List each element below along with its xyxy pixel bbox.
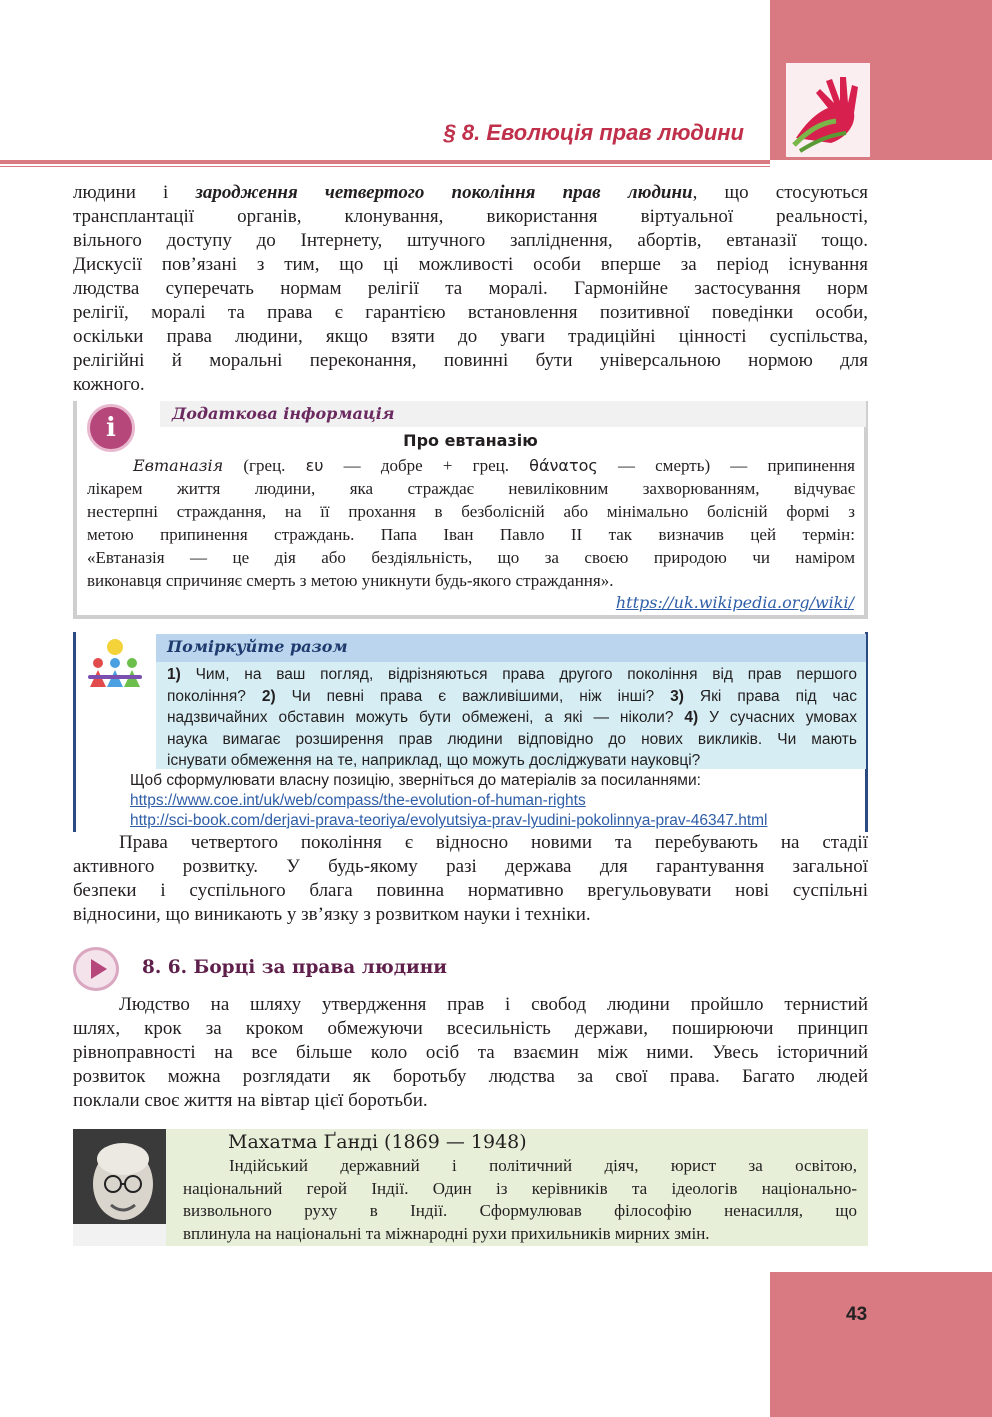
- text-fragment: , що стосуються: [692, 182, 869, 203]
- text-line: [167, 664, 857, 686]
- text-fragment: Які права під час: [683, 687, 857, 705]
- wikipedia-link[interactable]: https://uk.wikipedia.org/wiki/: [615, 593, 854, 612]
- text-fragment: покоління?: [167, 687, 262, 705]
- text-line: безпеки і суспільного блага повинна нормативно врегульовувати нові суспільні: [73, 880, 868, 901]
- text-fragment: Евтаназія: [133, 456, 224, 475]
- page-number: 43: [846, 1304, 868, 1325]
- info-title: Про евтаназію: [403, 431, 538, 450]
- think-together-footer: [130, 771, 860, 831]
- sci-book-link[interactable]: http://sci-book.com/derjavi-prava-teoriya/evolyutsiya-prav-lyudini-pokolinnya-prav-46347.html: [130, 812, 768, 829]
- info-text: [87, 454, 855, 592]
- text-line: шлях, крок за кроком обмежуючи всесильність держави, поширюючи принцип: [73, 1018, 868, 1039]
- intro-paragraph: [73, 181, 868, 397]
- text-fragment: θάνατος: [529, 456, 598, 475]
- text-line: лікарем життя людини, яка страждає невиліковним захворюванням, відчуває: [87, 479, 855, 498]
- additional-info-label: Додаткова інформація: [172, 404, 395, 423]
- info-icon: i: [87, 404, 135, 452]
- section-title: 8. 6. Борці за права людини: [142, 957, 448, 978]
- gandhi-description: [183, 1155, 857, 1245]
- text-line: метою припинення страждань. Папа Іван Павло ІІ так визначив цей термін:: [87, 525, 855, 544]
- chapter-title: § 8. Еволюція прав людини: [443, 120, 744, 145]
- text-line: [167, 707, 857, 729]
- text-fragment: У сучасних умовах: [698, 709, 857, 726]
- text-line: вплинула на національні та міжнародні рухи прихильників мирних змін.: [183, 1223, 710, 1243]
- text-fragment: Чи певні права є важливішими, ніж інші?: [275, 687, 671, 705]
- text-line: відносини, що виникають у зв’язку з розвитком науки і техніки.: [73, 904, 591, 925]
- text-line: кожного.: [73, 374, 145, 395]
- text-line: релігії, моралі та права є гарантією встановлення позитивної поведінки особи,: [73, 302, 868, 323]
- header-rule-thin: [0, 166, 770, 167]
- text-fragment: (грец.: [223, 456, 306, 475]
- text-line: «Евтаназія — це дія або бездіяльність, що за своєю природою чи наміром: [87, 548, 855, 567]
- gandhi-portrait: [73, 1129, 166, 1246]
- text-fragment: наука вимагає розширення прав людини відповідно до нових викликів. Чи мають: [167, 730, 857, 748]
- think-footer-text: Щоб сформулювати власну позицію, зверніться до матеріалів за посиланнями:: [130, 772, 701, 789]
- text-fragment: існувати обмеження на те, наприклад, що можуть досліджувати науковці?: [167, 752, 701, 769]
- question-number: 1): [167, 666, 181, 683]
- text-line: Індійський державний і політичний діяч, юрист за освітою,: [229, 1156, 857, 1175]
- think-together-label: Поміркуйте разом: [167, 637, 348, 656]
- text-line: активного розвитку. У будь-якому разі держава для гарантування загальної: [73, 856, 868, 877]
- coe-link[interactable]: https://www.coe.int/uk/web/compass/the-evolution-of-human-rights: [130, 792, 586, 809]
- think-together-questions: [167, 664, 857, 772]
- text-fragment: надзвичайних обставин можуть бути обмежені, а які — ніколи?: [167, 709, 685, 726]
- gandhi-name: Махатма Ґанді (1869 — 1948): [228, 1131, 527, 1153]
- text-fragment: зародження четвертого покоління прав людини: [195, 182, 693, 203]
- question-number: 3): [670, 687, 684, 705]
- fourth-generation-paragraph: [73, 831, 868, 927]
- question-number: 2): [261, 687, 276, 705]
- text-line: [73, 181, 868, 205]
- text-line: визвольного руху в Індії. Сформулював філософію ненасилля, що: [183, 1201, 857, 1220]
- text-line: Дискусії пов’язані з тим, що ці можливості особи вперше за період існування: [73, 254, 868, 275]
- hand-icon: [786, 63, 870, 157]
- text-line: трансплантації органів, клонування, використання віртуальної реальності,: [73, 206, 868, 227]
- text-line: оскільки права людини, якщо взяти до уваги традиційні цінності суспільства,: [73, 326, 868, 347]
- text-line: [167, 750, 857, 772]
- text-line: Права четвертого покоління є відносно новими та перебувають на стадії: [119, 832, 868, 853]
- text-line: вільного доступу до Інтернету, штучного запліднення, абортів, евтаназії тощо.: [73, 230, 868, 251]
- people-icon: [86, 637, 144, 695]
- text-line: релігійні й моральні переконання, повинні бути універсальною нормою для: [73, 350, 868, 371]
- text-line: [87, 454, 855, 477]
- text-fragment: ευ: [305, 456, 324, 475]
- text-line: розвиток можна розглядати як боротьбу людства за свої права. Багато людей: [73, 1066, 868, 1087]
- section-paragraph: [73, 993, 868, 1113]
- text-fragment: Чим, на ваш погляд, відрізняються права другого покоління від прав першого: [180, 666, 857, 683]
- text-fragment: людини і: [73, 182, 196, 203]
- text-fragment: — смерть) — припинення: [597, 456, 855, 475]
- corner-band-bottom: [770, 1272, 992, 1417]
- text-line: національний герой Індії. Один із керівників та ідеологів національно-: [183, 1178, 857, 1198]
- text-line: людства суперечать нормам релігії та моралі. Гармонійне застосування норм: [73, 278, 868, 299]
- text-line: поклали своє життя на вівтар цієї боротьби.: [73, 1090, 428, 1111]
- text-line: Людство на шляху утвердження прав і свобод людини пройшло тернистий: [119, 994, 868, 1015]
- play-icon: [73, 947, 119, 991]
- question-number: 4): [684, 709, 699, 726]
- text-line: виконавця спричиняє смерть з метою уникнути будь-якого страждання».: [87, 571, 614, 590]
- text-fragment: — добре + грец.: [323, 456, 530, 475]
- header-rule: [0, 160, 770, 164]
- text-line: нестерпні страждання, на її прохання в безболісній або мінімально болісній формі з: [87, 502, 855, 521]
- text-line: [167, 686, 857, 708]
- text-line: [167, 729, 857, 751]
- text-line: рівноправності на все більше коло осіб та взаємин між ними. Увесь історичний: [73, 1042, 868, 1063]
